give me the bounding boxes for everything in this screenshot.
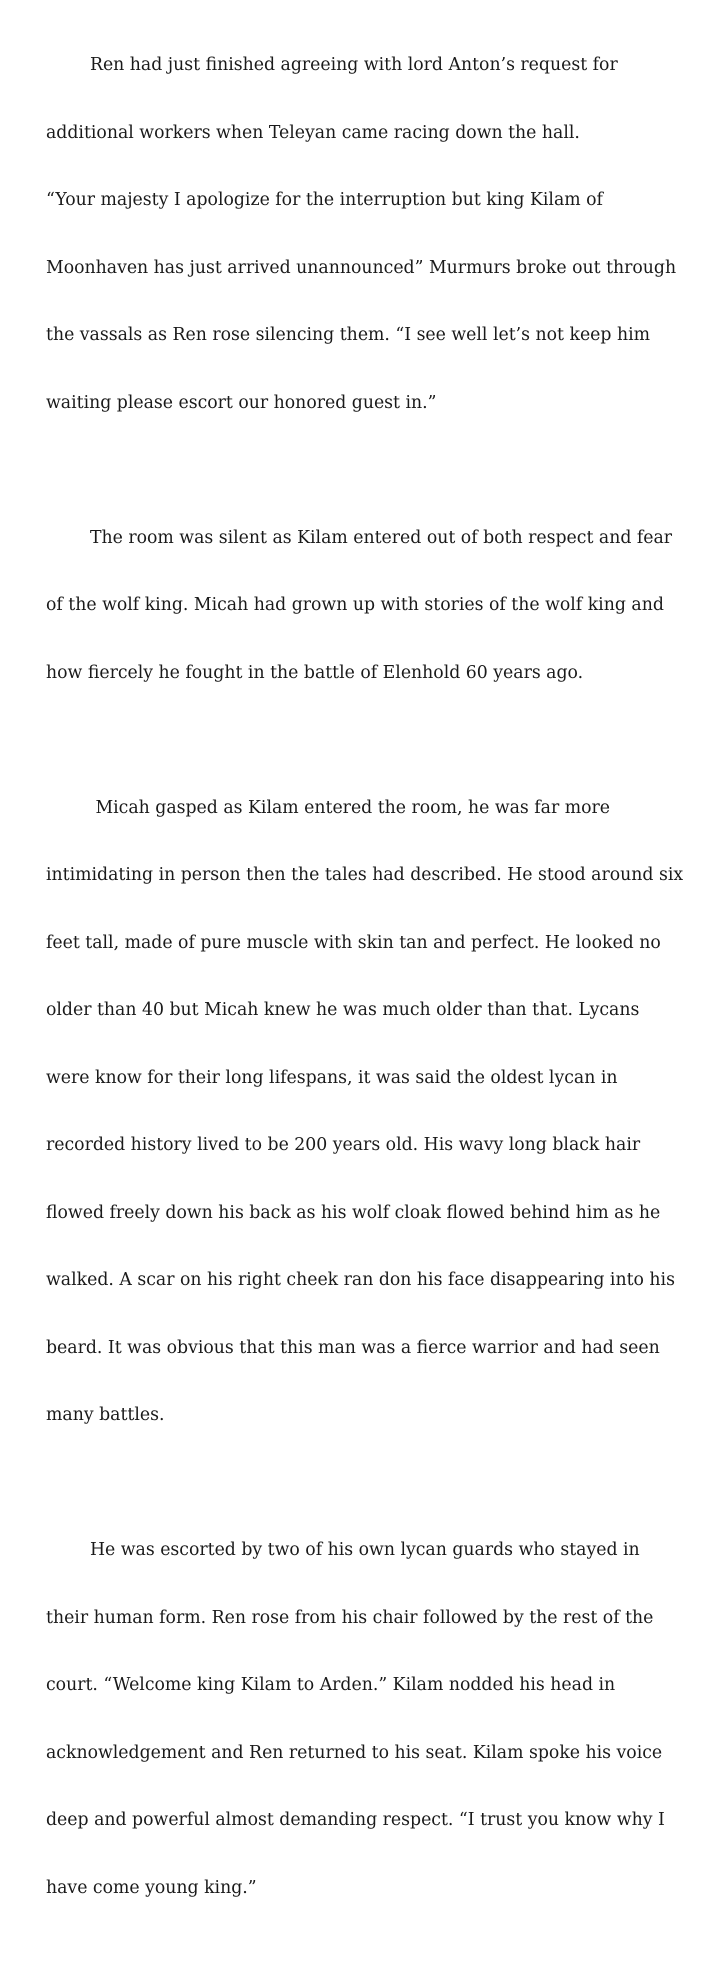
text-line: “Your majesty I apologize for the interruption but king Kilam of bbox=[46, 190, 603, 210]
text-line: the vassals as Ren rose silencing them. “I see well let’s not keep him bbox=[46, 325, 650, 345]
text-line: beard. It was obvious that this man was a fierce warrior and had seen bbox=[46, 1337, 660, 1358]
text-line: their human form. Ren rose from his chair followed by the rest of the bbox=[46, 1607, 654, 1628]
text-line: Ren had just finished agreeing with lord Anton’s request for bbox=[46, 55, 618, 75]
text-line: recorded history lived to be 200 years old. His wavy long black hair bbox=[46, 1135, 641, 1155]
text-line: walked. A scar on his right cheek ran don his face disappearing into his bbox=[46, 1270, 675, 1290]
text-line: Moonhaven has just arrived unannounced” Murmurs broke out through bbox=[46, 257, 677, 278]
text-line: The room was silent as Kilam entered out of both respect and fear bbox=[46, 527, 673, 548]
text-line: of the wolf king. Micah had grown up with stories of the wolf king and bbox=[46, 595, 664, 615]
text-line: deep and powerful almost demanding respect. “I trust you know why I bbox=[46, 1810, 665, 1830]
text-line: flowed freely down his back as his wolf cloak flowed behind him as he bbox=[46, 1202, 661, 1223]
text-line: court. “Welcome king Kilam to Arden.” Kilam nodded his head in bbox=[46, 1675, 616, 1695]
text-line: intimidating in person then the tales had described. He stood around six bbox=[46, 865, 684, 885]
paragraph-2 bbox=[46, 482, 706, 730]
paragraph-3 bbox=[46, 752, 706, 1472]
text-line: have come young king.” bbox=[46, 1877, 257, 1898]
paragraph-1 bbox=[46, 9, 706, 459]
text-line: older than 40 but Micah knew he was much older than that. Lycans bbox=[46, 1000, 640, 1020]
text-line: how fiercely he fought in the battle of Elenhold 60 years ago. bbox=[46, 662, 584, 683]
text-line: waiting please escort our honored guest in.” bbox=[46, 392, 437, 413]
text-line: were know for their long lifespans, it was said the oldest lycan in bbox=[46, 1067, 618, 1088]
text-line: acknowledgement and Ren returned to his seat. Kilam spoke his voice bbox=[46, 1742, 663, 1763]
text-line: feet tall, made of pure muscle with skin tan and perfect. He looked no bbox=[46, 932, 661, 953]
text-line: He was escorted by two of his own lycan guards who stayed in bbox=[46, 1540, 640, 1560]
text-line: Micah gasped as Kilam entered the room, he was far more bbox=[46, 797, 611, 818]
document-body bbox=[46, 9, 706, 1967]
text-line: additional workers when Teleyan came racing down the hall. bbox=[46, 122, 580, 143]
paragraph-4 bbox=[46, 1494, 706, 1944]
text-line: many battles. bbox=[46, 1405, 165, 1425]
